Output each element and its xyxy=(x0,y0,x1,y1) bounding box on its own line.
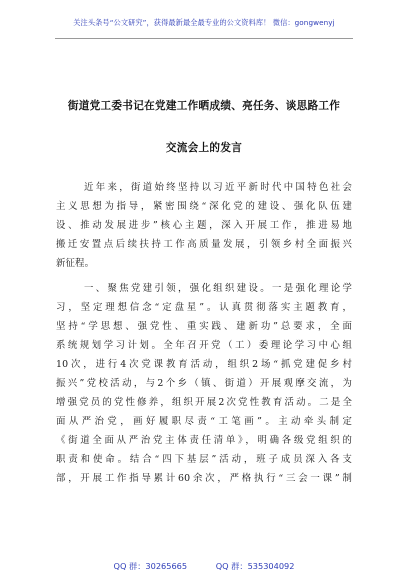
paragraph-1-line: 搬迁安置点后续扶持工作高质量发展，引领乡村全面振兴 xyxy=(56,239,352,250)
footer-contacts xyxy=(0,561,408,572)
paragraph-1-line: 主义思想为指导，紧密围绕“深化党的建设、强化队伍建 xyxy=(56,201,352,212)
document-title-line-1: 街道党工委书记在党建工作晒成绩、亮任务、谈思路工作 xyxy=(67,100,341,112)
document-title-line-2: 交流会上的发言 xyxy=(165,142,243,154)
footer-qq-group-2: QQ 群：535304092 xyxy=(215,561,295,571)
paragraph-1-line: 近年来，街道始终坚持以习近平新时代中国特色社会 xyxy=(84,182,352,193)
paragraph-2-line: 习，坚定理想信念“定盘星”。认真贯彻落实主题教育， xyxy=(56,302,352,313)
paragraph-2-line: 职责和使命。结合“四下基层”活动，班子成员深入各支 xyxy=(56,454,352,465)
paragraph-1-line: 设、推动发展进步”核心主题，深入开展工作，推进易地 xyxy=(56,220,352,231)
paragraph-2-line: 10次，进行4次党课教育活动，组织2场“抓党建促乡村 xyxy=(56,359,352,370)
paragraph-2-line: 坚持“学思想、强党性、重实践、建新功”总要求，全面 xyxy=(56,321,352,332)
paragraph-2-line: 系统规划学习计划。全年召开党（工）委理论学习中心组 xyxy=(56,340,352,351)
header-divider xyxy=(55,38,353,39)
paragraph-2-line: 振兴”党校活动，与2个乡（镇、街道）开展观摩交流，为 xyxy=(56,378,352,389)
paragraph-2-line: 《街道全面从严治党主体责任清单》，明确各级党组织的 xyxy=(56,435,352,446)
paragraph-2-line: 增强党员的党性修养，组织开展2次党性教育活动。二是全 xyxy=(56,397,352,408)
paragraph-2-line: 面从严治党，画好履职尽责“工笔画”。主动牵头制定 xyxy=(56,416,352,427)
paragraph-1-line: 新征程。 xyxy=(56,258,95,269)
header-notice: 关注头条号“公文研究”，获得最新最全最专业的公文资料库！ 微信：gongwenyj xyxy=(73,18,335,27)
paragraph-2-line: 部，开展工作指导累计60余次，严格执行“三会一课”制 xyxy=(56,473,352,484)
footer-qq-group-1: QQ 群：30265665 xyxy=(113,561,188,571)
paragraph-2-line: 一、聚焦党建引领，强化组织建设。一是强化理论学 xyxy=(84,283,352,294)
